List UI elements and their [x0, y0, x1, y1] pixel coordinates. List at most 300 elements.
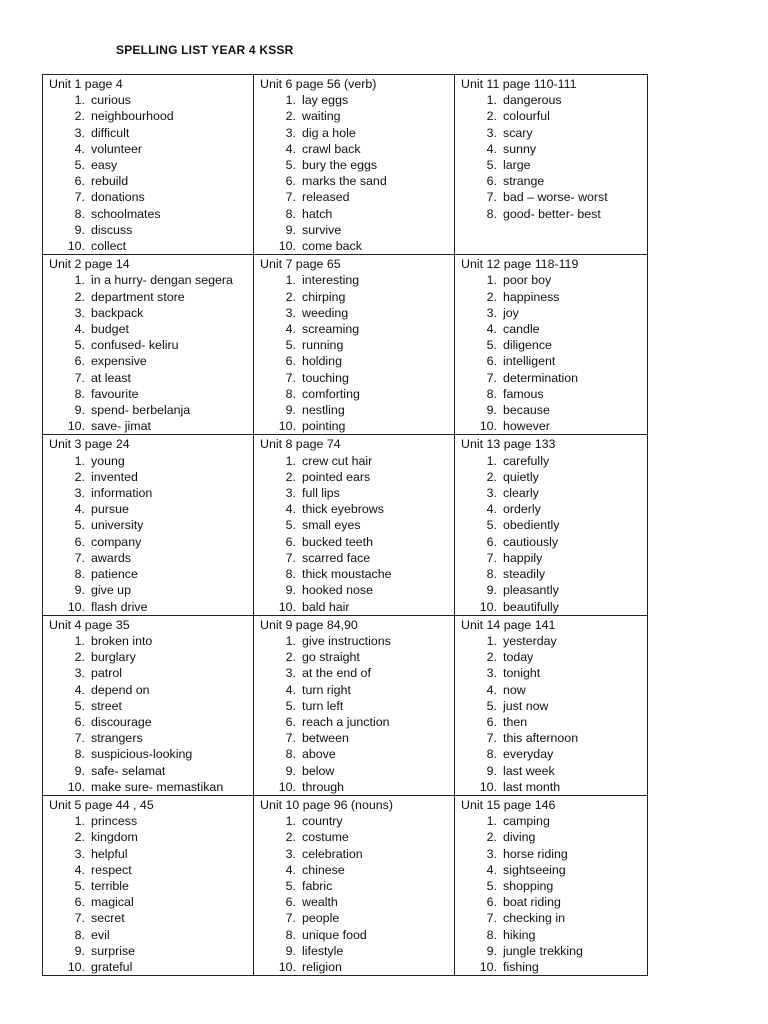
list-item	[461, 337, 647, 353]
item-number: 5.	[486, 698, 497, 713]
spelling-word: cautiously	[503, 534, 559, 549]
item-number: 2.	[285, 830, 296, 845]
item-number: 8.	[285, 747, 296, 762]
spelling-word: secret	[91, 911, 125, 926]
list-item	[260, 959, 454, 975]
list-item	[49, 878, 253, 894]
item-number: 3.	[285, 486, 296, 501]
word-list	[49, 92, 253, 254]
spelling-word: save- jimat	[91, 419, 151, 434]
spelling-word: sightseeing	[503, 862, 566, 877]
spelling-word: released	[302, 190, 350, 205]
list-item	[461, 633, 647, 649]
item-number: 7.	[285, 731, 296, 746]
spelling-word: make sure- memastikan	[91, 779, 224, 794]
spelling-word: boat riding	[503, 895, 561, 910]
list-item	[49, 779, 253, 795]
spelling-word: fishing	[503, 959, 539, 974]
spelling-word: respect	[91, 862, 132, 877]
spelling-word: at the end of	[302, 666, 371, 681]
spelling-table	[42, 74, 648, 976]
list-item	[49, 927, 253, 943]
spelling-word: turn left	[302, 698, 344, 713]
item-number: 8.	[285, 567, 296, 582]
unit-cell	[43, 75, 254, 255]
word-list	[260, 813, 454, 975]
list-item	[49, 649, 253, 665]
spelling-word: colourful	[503, 109, 550, 124]
list-item	[260, 485, 454, 501]
item-number: 9.	[285, 222, 296, 237]
item-number: 8.	[486, 927, 497, 942]
item-number: 10.	[67, 959, 85, 974]
list-item	[461, 353, 647, 369]
item-number: 2.	[74, 109, 85, 124]
item-number: 1.	[285, 814, 296, 829]
unit-heading: Unit 1 page 4	[49, 77, 123, 91]
list-item	[260, 714, 454, 730]
list-item	[49, 501, 253, 517]
list-item	[260, 469, 454, 485]
item-number: 8.	[74, 386, 85, 401]
spelling-word: young	[91, 453, 125, 468]
unit-cell	[254, 615, 455, 795]
item-number: 4.	[74, 862, 85, 877]
spelling-word: wealth	[302, 895, 338, 910]
list-item	[260, 125, 454, 141]
spelling-word: famous	[503, 386, 544, 401]
spelling-word: pointed ears	[302, 469, 371, 484]
list-item	[49, 272, 253, 288]
spelling-word: expensive	[91, 354, 147, 369]
spelling-word: large	[503, 158, 531, 173]
item-number: 7.	[486, 370, 497, 385]
item-number: 8.	[74, 567, 85, 582]
spelling-word: favourite	[91, 386, 139, 401]
spelling-word: determination	[503, 370, 579, 385]
list-item	[461, 846, 647, 862]
spelling-word: diving	[503, 830, 536, 845]
spelling-word: thick moustache	[302, 567, 392, 582]
spelling-word: below	[302, 763, 335, 778]
list-item	[49, 173, 253, 189]
item-number: 6.	[74, 174, 85, 189]
spelling-word: survive	[302, 222, 342, 237]
spelling-word: company	[91, 534, 142, 549]
spelling-word: nestling	[302, 403, 345, 418]
list-item	[260, 550, 454, 566]
item-number: 10.	[479, 419, 497, 434]
item-number: 9.	[486, 943, 497, 958]
item-number: 3.	[486, 125, 497, 140]
item-number: 7.	[74, 731, 85, 746]
item-number: 7.	[486, 550, 497, 565]
spelling-word: shopping	[503, 878, 554, 893]
spelling-word: bucked teeth	[302, 534, 373, 549]
list-item	[260, 927, 454, 943]
spelling-word: bad – worse- worst	[503, 190, 608, 205]
spelling-word: broken into	[91, 633, 153, 648]
list-item	[461, 649, 647, 665]
spelling-word: reach a junction	[302, 714, 390, 729]
list-item	[461, 141, 647, 157]
list-item	[49, 125, 253, 141]
unit-cell	[254, 795, 455, 975]
unit-cell	[254, 75, 455, 255]
spelling-word: then	[503, 714, 528, 729]
word-list	[461, 453, 647, 615]
list-item	[461, 682, 647, 698]
list-item	[260, 157, 454, 173]
item-number: 4.	[486, 682, 497, 697]
list-item	[260, 698, 454, 714]
list-item	[49, 943, 253, 959]
unit-cell	[455, 75, 648, 255]
spelling-word: hiking	[503, 927, 536, 942]
word-list	[461, 92, 647, 222]
spelling-word: last week	[503, 763, 555, 778]
unit-heading: Unit 10 page 96 (nouns)	[260, 797, 393, 812]
item-number: 9.	[74, 763, 85, 778]
item-number: 4.	[74, 141, 85, 156]
spelling-word: now	[503, 682, 526, 697]
list-item	[49, 633, 253, 649]
spelling-word: obediently	[503, 518, 560, 533]
list-item	[49, 222, 253, 238]
spelling-word: burglary	[91, 650, 136, 665]
item-number: 4.	[486, 862, 497, 877]
spelling-word: happily	[503, 550, 543, 565]
list-item	[260, 272, 454, 288]
list-item	[49, 386, 253, 402]
spelling-word: celebration	[302, 846, 363, 861]
spelling-word: unique food	[302, 927, 367, 942]
list-item	[260, 418, 454, 434]
list-item	[461, 910, 647, 926]
spelling-word: scary	[503, 125, 533, 140]
spelling-word: steadily	[503, 567, 546, 582]
list-item	[461, 599, 647, 615]
item-number: 1.	[486, 93, 497, 108]
spelling-word: neighbourhood	[91, 109, 174, 124]
list-item	[461, 943, 647, 959]
item-number: 4.	[285, 322, 296, 337]
list-item	[260, 517, 454, 533]
spelling-word: go straight	[302, 650, 360, 665]
list-item	[461, 665, 647, 681]
item-number: 9.	[486, 403, 497, 418]
spelling-word: street	[91, 698, 122, 713]
spelling-word: chinese	[302, 862, 345, 877]
spelling-word: carefully	[503, 453, 550, 468]
item-number: 7.	[486, 190, 497, 205]
item-number: 9.	[486, 583, 497, 598]
spelling-word: crawl back	[302, 141, 361, 156]
list-item	[49, 763, 253, 779]
list-item	[260, 878, 454, 894]
spelling-word: poor boy	[503, 273, 552, 288]
list-item	[461, 878, 647, 894]
list-item	[260, 910, 454, 926]
spelling-word: scarred face	[302, 550, 371, 565]
table-row	[43, 435, 648, 615]
list-item	[260, 862, 454, 878]
item-number: 2.	[74, 650, 85, 665]
spelling-word: yesterday	[503, 633, 557, 648]
list-item	[260, 730, 454, 746]
item-number: 4.	[486, 502, 497, 517]
list-item	[49, 534, 253, 550]
spelling-word: people	[302, 911, 340, 926]
spelling-word: evil	[91, 927, 110, 942]
list-item	[49, 682, 253, 698]
spelling-word: strange	[503, 174, 545, 189]
word-list	[49, 453, 253, 615]
list-item	[49, 353, 253, 369]
word-list	[461, 633, 647, 795]
unit-cell	[43, 255, 254, 435]
list-item	[260, 238, 454, 254]
list-item	[260, 141, 454, 157]
list-item	[49, 321, 253, 337]
unit-cell	[455, 615, 648, 795]
item-number: 6.	[74, 354, 85, 369]
spelling-word: marks the sand	[302, 174, 387, 189]
item-number: 3.	[486, 305, 497, 320]
spelling-word: difficult	[91, 125, 130, 140]
spelling-word: joy	[503, 305, 519, 320]
item-number: 9.	[486, 763, 497, 778]
unit-heading: Unit 11 page 110-111	[461, 77, 577, 91]
item-number: 9.	[74, 222, 85, 237]
spelling-word: grateful	[91, 959, 133, 974]
unit-cell	[455, 435, 648, 615]
spelling-word: small eyes	[302, 518, 361, 533]
item-number: 3.	[74, 486, 85, 501]
unit-heading: Unit 2 page 14	[49, 257, 130, 272]
list-item	[49, 829, 253, 845]
list-item	[49, 206, 253, 222]
item-number: 6.	[486, 534, 497, 549]
unit-cell	[455, 255, 648, 435]
item-number: 5.	[285, 878, 296, 893]
item-number: 4.	[285, 682, 296, 697]
spelling-word: thick eyebrows	[302, 502, 384, 517]
item-number: 8.	[486, 747, 497, 762]
list-item	[260, 92, 454, 108]
item-number: 10.	[67, 599, 85, 614]
table-row	[43, 255, 648, 435]
item-number: 5.	[74, 698, 85, 713]
item-number: 10.	[278, 239, 296, 254]
spelling-word: country	[302, 814, 343, 829]
item-number: 7.	[74, 370, 85, 385]
list-item	[461, 829, 647, 845]
item-number: 5.	[486, 518, 497, 533]
list-item	[260, 321, 454, 337]
item-number: 6.	[486, 714, 497, 729]
list-item	[260, 682, 454, 698]
unit-heading: Unit 6 page 56 (verb)	[260, 77, 377, 91]
list-item	[461, 501, 647, 517]
spelling-word: checking in	[503, 911, 565, 926]
item-number: 2.	[486, 109, 497, 124]
list-item	[260, 566, 454, 582]
unit-heading: Unit 12 page 118-119	[461, 257, 579, 272]
list-item	[461, 813, 647, 829]
list-item	[49, 305, 253, 321]
spelling-word: university	[91, 518, 144, 533]
spelling-word: strangers	[91, 731, 143, 746]
list-item	[260, 813, 454, 829]
item-number: 3.	[74, 305, 85, 320]
item-number: 10.	[67, 419, 85, 434]
word-list	[49, 272, 253, 434]
spelling-word: fabric	[302, 878, 333, 893]
item-number: 8.	[285, 927, 296, 942]
spelling-word: come back	[302, 239, 362, 254]
unit-cell	[43, 795, 254, 975]
item-number: 10.	[278, 959, 296, 974]
spelling-word: bald hair	[302, 599, 350, 614]
item-number: 9.	[74, 943, 85, 958]
page-title: SPELLING LIST YEAR 4 KSSR	[116, 43, 294, 57]
list-item	[49, 746, 253, 762]
spelling-word: jungle trekking	[503, 943, 583, 958]
list-item	[49, 813, 253, 829]
unit-cell	[43, 615, 254, 795]
item-number: 10.	[479, 779, 497, 794]
list-item	[49, 370, 253, 386]
item-number: 3.	[486, 846, 497, 861]
list-item	[260, 846, 454, 862]
item-number: 5.	[486, 338, 497, 353]
list-item	[260, 370, 454, 386]
spelling-word: beautifully	[503, 599, 559, 614]
item-number: 10.	[479, 959, 497, 974]
spelling-word: religion	[302, 959, 342, 974]
spelling-word: curious	[91, 93, 131, 108]
item-number: 2.	[285, 109, 296, 124]
list-item	[260, 763, 454, 779]
item-number: 7.	[486, 731, 497, 746]
spelling-word: dig a hole	[302, 125, 356, 140]
item-number: 5.	[74, 158, 85, 173]
item-number: 5.	[74, 338, 85, 353]
list-item	[260, 222, 454, 238]
item-number: 5.	[285, 518, 296, 533]
spelling-word: last month	[503, 779, 561, 794]
list-item	[260, 746, 454, 762]
spelling-word: bury the eggs	[302, 158, 378, 173]
list-item	[49, 566, 253, 582]
item-number: 7.	[285, 370, 296, 385]
list-item	[49, 730, 253, 746]
spelling-word: terrible	[91, 878, 129, 893]
item-number: 7.	[285, 550, 296, 565]
spelling-word: awards	[91, 550, 131, 565]
spelling-word: in a hurry- dengan segera	[91, 273, 233, 288]
list-item	[49, 550, 253, 566]
list-item	[260, 779, 454, 795]
list-item	[461, 714, 647, 730]
item-number: 1.	[74, 453, 85, 468]
unit-cell	[455, 795, 648, 975]
list-item	[260, 633, 454, 649]
list-item	[260, 649, 454, 665]
list-item	[260, 943, 454, 959]
list-item	[260, 305, 454, 321]
list-item	[461, 92, 647, 108]
list-item	[49, 599, 253, 615]
word-list	[461, 272, 647, 434]
list-item	[49, 289, 253, 305]
unit-heading: Unit 15 page 146	[461, 797, 556, 812]
item-number: 3.	[486, 486, 497, 501]
list-item	[461, 894, 647, 910]
spelling-word: holding	[302, 354, 342, 369]
list-item	[461, 272, 647, 288]
list-item	[49, 469, 253, 485]
spelling-word: dangerous	[503, 93, 562, 108]
list-item	[49, 189, 253, 205]
item-number: 1.	[486, 814, 497, 829]
list-item	[260, 206, 454, 222]
list-item	[49, 862, 253, 878]
unit-cell	[43, 435, 254, 615]
item-number: 4.	[285, 141, 296, 156]
list-item	[461, 402, 647, 418]
unit-heading: Unit 5 page 44 , 45	[49, 797, 154, 812]
list-item	[260, 599, 454, 615]
spelling-word: happiness	[503, 289, 560, 304]
list-item	[461, 566, 647, 582]
unit-heading: Unit 14 page 141	[461, 617, 556, 632]
spelling-word: turn right	[302, 682, 351, 697]
spelling-word: full lips	[302, 486, 340, 501]
list-item	[461, 189, 647, 205]
spelling-word: spend- berbelanja	[91, 403, 191, 418]
list-item	[260, 501, 454, 517]
list-item	[461, 517, 647, 533]
list-item	[461, 321, 647, 337]
spelling-word: because	[503, 403, 550, 418]
item-number: 9.	[285, 763, 296, 778]
spelling-word: everyday	[503, 747, 554, 762]
list-item	[49, 238, 253, 254]
list-item	[49, 108, 253, 124]
list-item	[461, 582, 647, 598]
item-number: 8.	[74, 206, 85, 221]
spelling-word: above	[302, 747, 336, 762]
item-number: 8.	[486, 386, 497, 401]
item-number: 6.	[285, 174, 296, 189]
list-item	[461, 370, 647, 386]
unit-heading: Unit 7 page 65	[260, 257, 341, 272]
list-item	[461, 125, 647, 141]
spelling-word: between	[302, 731, 349, 746]
list-item	[461, 550, 647, 566]
item-number: 1.	[285, 453, 296, 468]
item-number: 9.	[285, 403, 296, 418]
item-number: 1.	[486, 633, 497, 648]
item-number: 9.	[285, 943, 296, 958]
list-item	[49, 959, 253, 975]
item-number: 6.	[285, 534, 296, 549]
spelling-word: good- better- best	[503, 206, 601, 221]
item-number: 10.	[67, 239, 85, 254]
item-number: 6.	[285, 354, 296, 369]
